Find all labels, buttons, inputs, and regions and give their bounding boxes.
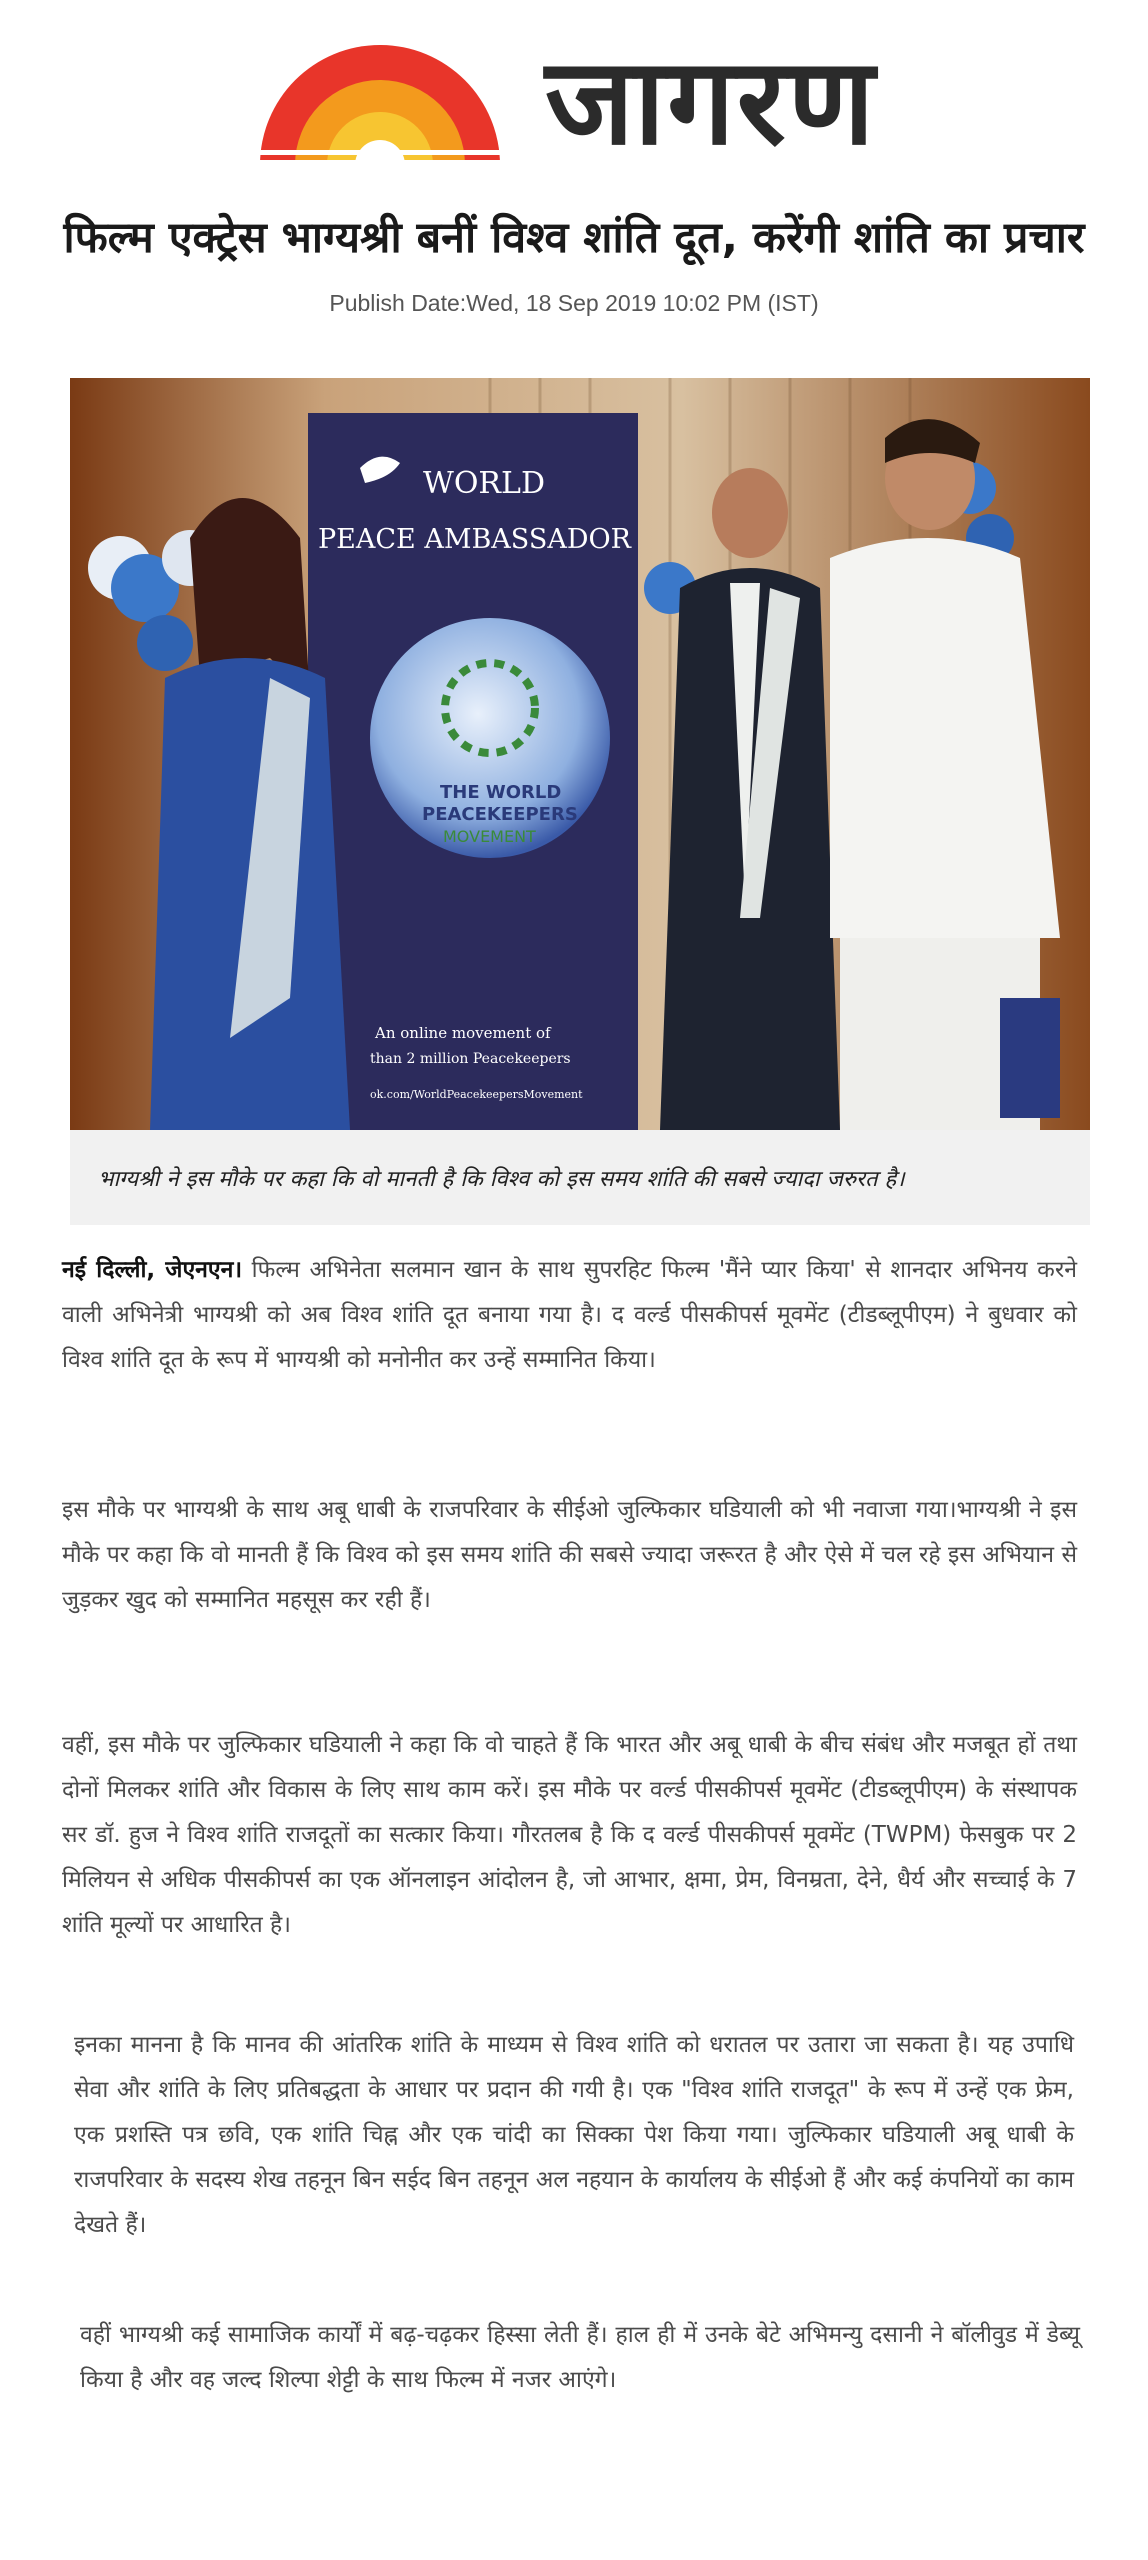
article-paragraph-5: वहीं भाग्यश्री कई सामाजिक कार्यों में बढ़-चढ़कर हिस्सा लेती हैं। हाल ही में उनके बेटे अभिमन्यु दसानी ने बॉलीवुड में डेब्यू किया है और वह जल्द शिल्पा शेट्टी के साथ फिल्म में नजर आएंगे। <box>80 2322 1080 2393</box>
article-figure <box>70 378 1090 1225</box>
publish-date: Publish Date:Wed, 18 Sep 2019 10:02 PM (IST) <box>329 290 819 316</box>
paragraph-1-text: फिल्म अभिनेता सलमान खान के साथ सुपरहिट फिल्म 'मैंने प्यार किया' से शानदार अभिनय करने वाली अभिनेत्री भाग्यश्री को अब विश्व शांति दूत बनाया गया है। द वर्ल्ड पीसकीपर्स मूवमेंट (टीडब्लूपीएम) ने बुधवार को विश्व शांति दूत के रूप में भाग्यश्री को मनोनीत कर उन्हें सम्मानित किया। <box>62 1257 1078 1373</box>
masthead <box>0 0 1148 190</box>
jagran-wordmark: जागरण <box>545 33 877 172</box>
dateline: नई दिल्ली, जेएनएन। <box>62 1257 243 1283</box>
banner-foot-2: than 2 million Peacekeepers <box>370 1051 571 1067</box>
article-paragraph-3: वहीं, इस मौके पर जुल्फिकार घडियाली ने कहा कि वो चाहते हैं कि भारत और अबू धाबी के बीच संबंध और मजबूत हों तथा दोनों मिलकर शांति और विकास के लिए साथ काम करें। इस मौके पर वर्ल्ड पीसकीपर्स मूवमेंट (टीडब्लूपीएम) के संस्थापक सर डॉ. हुज ने विश्व शांति राजदूतों का सत्कार किया। गौरतलब है कि द वर्ल्ड पीसकीपर्स मूवमेंट (TWPM) फेसबुक पर 2 मिलियन से अधिक पीसकीपर्स का एक ऑनलाइन आंदोलन है, जो आभार, क्षमा, प्रेम, विनम्रता, देने, धैर्य और सच्चाई के 7 शांति मूल्यों पर आधारित है। <box>62 1732 1077 1938</box>
banner-line-2: PEACE AMBASSADOR <box>318 524 631 555</box>
jagran-sun-logo-icon <box>255 40 505 170</box>
banner-line-1: WORLD <box>423 466 545 501</box>
article-photo <box>70 378 1090 1130</box>
article-headline: फिल्म एक्ट्रेस भाग्यश्री बनीं विश्व शांति दूत, करेंगी शांति का प्रचार <box>63 213 1085 263</box>
globe-line-3: MOVEMENT <box>443 827 536 846</box>
photo-caption: भाग्यश्री ने इस मौके पर कहा कि वो मानती है कि विश्व को इस समय शांति की सबसे ज्यादा जरुरत है। <box>98 1166 905 1192</box>
article-paragraph-2: इस मौके पर भाग्यश्री के साथ अबू धाबी के राजपरिवार के सीईओ जुल्फिकार घडियाली को भी नवाजा गया।भाग्यश्री ने इस मौके पर कहा कि वो मानती हैं कि विश्व को इस समय शांति की सबसे ज्यादा जरूरत है और ऐसे में चल रहे इस अभियान से जुड़कर खुद को सम्मानित महसूस कर रही हैं। <box>62 1497 1077 1613</box>
article-paragraph-1 <box>62 1248 1077 1383</box>
caption-box <box>70 1130 1090 1225</box>
article-paragraph-4: इनका मानना है कि मानव की आंतरिक शांति के माध्यम से विश्व शांति को धरातल पर उतारा जा सकता है। यह उपाधि सेवा और शांति के लिए प्रतिबद्धता के आधार पर प्रदान की गयी है। एक "विश्व शांति राजदूत" के रूप में उन्हें एक फ्रेम, एक प्रशस्ति पत्र छवि, एक शांति चिह्न और एक चांदी का सिक्का पेश किया गया। जुल्फिकार घडियाली अबू धाबी के राजपरिवार के सदस्य शेख तहनून बिन सईद बिन तहनून अल नहयान के कार्यालय के सीईओ हैं और कई कंपनियों का काम देखते हैं। <box>74 2032 1074 2238</box>
globe-line-2: PEACEKEEPERS <box>422 804 578 825</box>
globe-line-1: THE WORLD <box>440 782 562 803</box>
banner-foot-3: ok.com/WorldPeacekeepersMovement <box>370 1088 583 1101</box>
banner-foot-1: An online movement of <box>375 1024 551 1042</box>
